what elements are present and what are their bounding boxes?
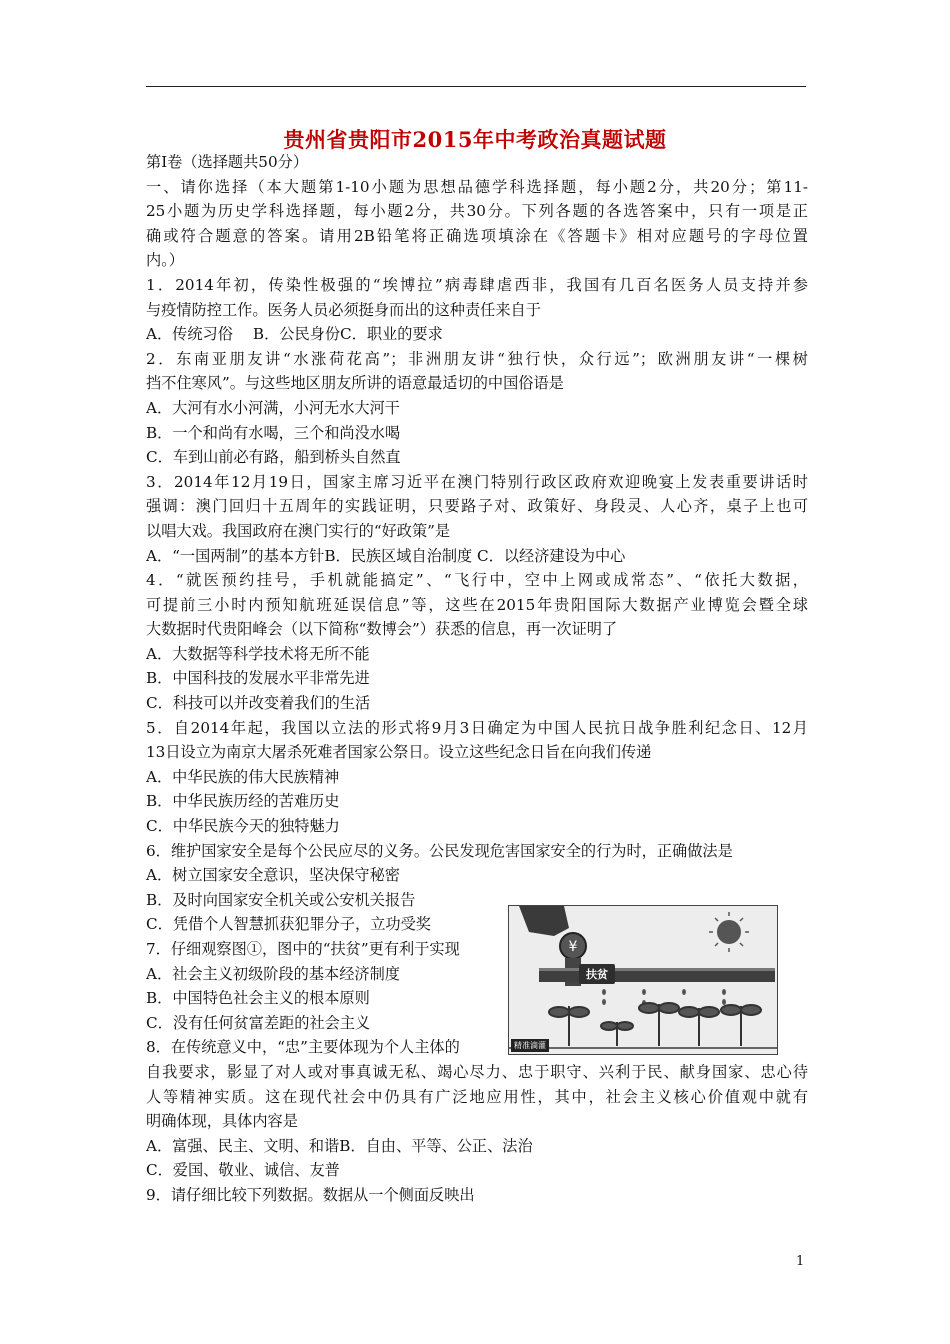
text-line: 明确体现，具体内容是 [146,1112,298,1131]
text-line: 13日设立为南京大屠杀死难者国家公祭日。设立这些纪念日旨在向我们传递 [146,743,652,762]
pipe-label: 扶贫 [586,968,608,981]
text-line: 强调：澳门回归十五周年的实践证明，只要路子对、政策好、身段灵、人心齐，桌子上也可 [146,497,808,516]
text-line: 6．维护国家安全是每个公民应尽的义务。公民发现危害国家安全的行为时，正确做法是 [146,841,733,860]
cartoon-figure [508,905,778,1055]
text-line: C．爱国、敬业、诚信、友普 [146,1161,340,1180]
text-line: A．传统习俗 B．公民身份C．职业的要求 [146,325,443,344]
text-line: A．“一国两制”的基本方针B．民族区域自治制度 C．以经济建设为中心 [146,546,626,565]
text-line: 3．2014年12月19日，国家主席习近平在澳门特别行政区政府欢迎晚宴上发表重要讲话时 [146,472,808,491]
text-line: 大数据时代贵阳峰会（以下简称“数博会”）获悉的信息，再一次证明了 [146,620,618,639]
text-line: 确或符合题意的答案。请用2B铅笔将正确选项填涂在《答题卡》相对应题号的字母位置 [146,226,808,245]
text-line: 第Ⅰ卷（选择题共50分） [146,153,309,171]
text-line: C．科技可以并改变着我们的生活 [146,694,371,713]
text-line: B．及时向国家安全机关或公安机关报告 [146,890,416,909]
text-line: 人等精神实质。这在现代社会中仍具有广泛地应用性，其中，社会主义核心价值观中就有 [146,1087,808,1106]
text-line: 自我要求，影显了对人或对事真诚无私、竭心尽力、忠于职守、兴利于民、献身国家、忠心待 [146,1062,808,1081]
text-line: 25小题为历史学科选择题，每小题2分，共30分。下列各题的各选答案中，只有一项是正 [146,202,808,221]
text-line: A．大数据等科学技术将无所不能 [146,644,370,663]
text-line: A．富强、民主、文明、和谐B．自由、平等、公正、法治 [146,1136,533,1155]
coin-symbol: ¥ [568,939,578,955]
text-line: A．社会主义初级阶段的基本经济制度 [146,964,400,983]
text-line: C．没有任何贫富差距的社会主义 [146,1013,371,1032]
text-line: 可提前三小时内预知航班延误信息”等，这些在2015年贵阳国际大数据产业博览会暨全球 [146,595,808,614]
text-line: B．中华民族历经的苦难历史 [146,792,340,811]
text-line: A．大河有水小河满，小河无水大河干 [146,398,400,417]
header-rule [146,86,806,87]
text-line: 一、请你选择（本大题第1-10小题为思想品德学科选择题，每小题2分，共20分；第11- [146,177,808,196]
text-line: 挡不住寒风”。与这些地区朋友所讲的语意最适切的中国俗语是 [146,374,564,393]
text-line: 与疫情防控工作。医务人员必须挺身而出的这种责任来自于 [146,300,541,319]
text-line: 8．在传统意义中，“忠”主要体现为个人主体的 [146,1038,460,1057]
text-line: A．中华民族的伟大民族精神 [146,767,340,786]
text-line: A．树立国家安全意识，坚决保守秘密 [146,866,400,885]
text-line: 内。） [146,251,184,270]
text-line: 1．2014年初，传染性极强的“埃博拉”病毒肆虐西非，我国有几百名医务人员支持并参 [146,275,808,294]
text-line: B．中国特色社会主义的根本原则 [146,989,370,1008]
figure-caption: 精准滴灌 [511,1039,549,1052]
text-line: C．车到山前必有路，船到桥头自然直 [146,448,401,467]
cartoon-illustration [509,906,777,1054]
text-line: C．中华民族今天的独特魅力 [146,817,340,836]
text-line: 4．“就医预约挂号，手机就能搞定”、“飞行中，空中上网或成常态”、“依托大数据， [146,571,808,590]
text-line: 2．东南亚朋友讲“水涨荷花高”；非洲朋友讲“独行快，众行远”；欧洲朋友讲“一棵树 [146,349,808,368]
text-line: B．一个和尚有水喝，三个和尚没水喝 [146,423,401,442]
text-line: 5．自2014年起，我国以立法的形式将9月3日确定为中国人民抗日战争胜利纪念日、12月 [146,718,808,737]
text-line: C．凭借个人智慧抓获犯罪分子，立功受奖 [146,915,431,934]
page-title: 贵州省贵阳市2015年中考政治真题试题 [283,127,667,152]
text-line: B．中国科技的发展水平非常先进 [146,669,370,688]
page-number: 1 [796,1254,805,1269]
text-line: 7．仔细观察图①，图中的“扶贫”更有利于实现 [146,940,460,958]
text-line: 以唱大戏。我国政府在澳门实行的“好政策”是 [146,521,451,540]
text-line: 9．请仔细比较下列数据。数据从一个侧面反映出 [146,1185,475,1204]
